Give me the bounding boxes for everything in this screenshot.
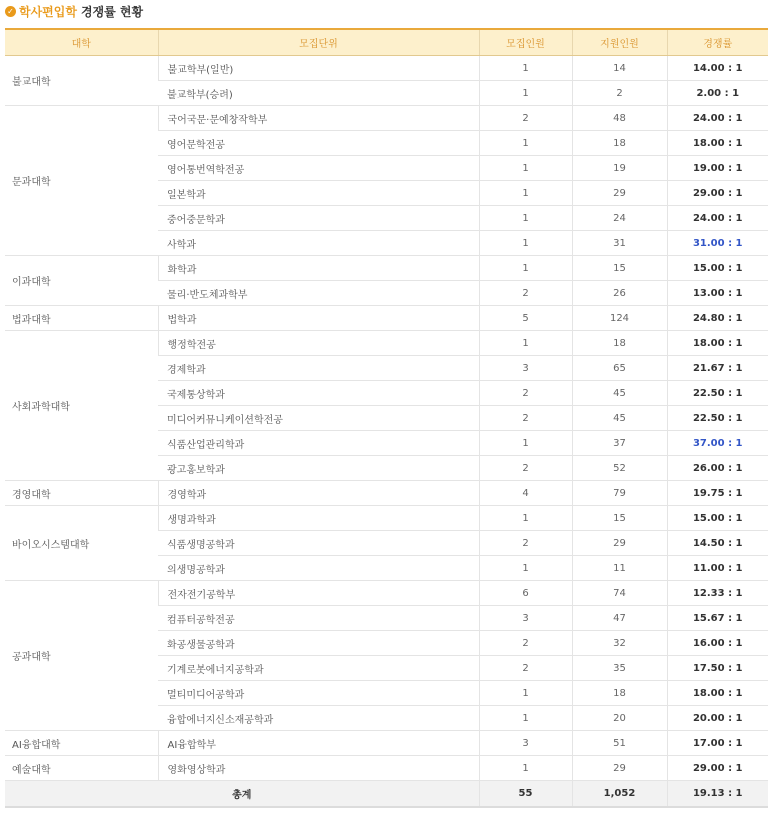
college-cell: 법과대학	[5, 306, 158, 331]
unit-cell: 경영학과	[158, 481, 479, 506]
unit-cell: 화공생물공학과	[158, 631, 479, 656]
quota-cell: 2	[479, 631, 572, 656]
college-cell: 이과대학	[5, 256, 158, 306]
unit-cell: 경제학과	[158, 356, 479, 381]
quota-cell: 1	[479, 131, 572, 156]
quota-cell: 3	[479, 731, 572, 756]
college-cell: 경영대학	[5, 481, 158, 506]
quota-cell: 1	[479, 706, 572, 731]
rate-cell: 24.00 : 1	[667, 106, 768, 131]
unit-cell: 기계로봇에너지공학과	[158, 656, 479, 681]
quota-cell: 1	[479, 756, 572, 781]
table-header-row	[5, 29, 768, 56]
quota-cell: 1	[479, 156, 572, 181]
applicants-cell: 26	[572, 281, 667, 306]
rate-cell: 15.67 : 1	[667, 606, 768, 631]
unit-cell: 미디어커뮤니케이션학전공	[158, 406, 479, 431]
applicants-cell: 79	[572, 481, 667, 506]
header-quota: 모집인원	[479, 29, 572, 56]
unit-cell: 영화영상학과	[158, 756, 479, 781]
rate-cell: 14.00 : 1	[667, 56, 768, 81]
quota-cell: 3	[479, 356, 572, 381]
rate-cell: 15.00 : 1	[667, 506, 768, 531]
college-cell: 공과대학	[5, 581, 158, 731]
rate-cell: 2.00 : 1	[667, 81, 768, 106]
total-applicants: 1,052	[572, 781, 667, 808]
rate-cell: 19.00 : 1	[667, 156, 768, 181]
rate-cell: 29.00 : 1	[667, 756, 768, 781]
section-title	[5, 3, 143, 19]
college-cell: AI융합대학	[5, 731, 158, 756]
total-quota: 55	[479, 781, 572, 808]
unit-cell: 국어국문·문예창작학부	[158, 106, 479, 131]
quota-cell: 1	[479, 231, 572, 256]
applicants-cell: 35	[572, 656, 667, 681]
quota-cell: 1	[479, 556, 572, 581]
applicants-cell: 15	[572, 256, 667, 281]
applicants-cell: 47	[572, 606, 667, 631]
unit-cell: 전자전기공학부	[158, 581, 479, 606]
quota-cell: 5	[479, 306, 572, 331]
applicants-cell: 18	[572, 331, 667, 356]
applicants-cell: 74	[572, 581, 667, 606]
rate-cell: 19.75 : 1	[667, 481, 768, 506]
unit-cell: 불교학부(승려)	[158, 81, 479, 106]
rate-cell: 14.50 : 1	[667, 531, 768, 556]
unit-cell: 국제통상학과	[158, 381, 479, 406]
table-row	[5, 106, 768, 131]
college-cell: 문과대학	[5, 106, 158, 256]
unit-cell: 컴퓨터공학전공	[158, 606, 479, 631]
applicants-cell: 24	[572, 206, 667, 231]
header-unit: 모집단위	[158, 29, 479, 56]
rate-cell: 21.67 : 1	[667, 356, 768, 381]
unit-cell: 불교학부(일반)	[158, 56, 479, 81]
applicants-cell: 124	[572, 306, 667, 331]
rate-cell: 24.80 : 1	[667, 306, 768, 331]
quota-cell: 2	[479, 106, 572, 131]
total-label: 총계	[5, 781, 479, 808]
rate-cell: 13.00 : 1	[667, 281, 768, 306]
quota-cell: 2	[479, 656, 572, 681]
rate-cell: 29.00 : 1	[667, 181, 768, 206]
quota-cell: 4	[479, 481, 572, 506]
section-title-highlight: 학사편입학	[19, 4, 77, 19]
table-body	[5, 56, 768, 781]
rate-cell: 11.00 : 1	[667, 556, 768, 581]
rate-cell: 16.00 : 1	[667, 631, 768, 656]
quota-cell: 2	[479, 381, 572, 406]
competition-rate-table	[5, 28, 768, 808]
applicants-cell: 19	[572, 156, 667, 181]
unit-cell: 식품생명공학과	[158, 531, 479, 556]
unit-cell: 영어통번역학전공	[158, 156, 479, 181]
applicants-cell: 37	[572, 431, 667, 456]
table-row	[5, 481, 768, 506]
applicants-cell: 31	[572, 231, 667, 256]
rate-cell: 20.00 : 1	[667, 706, 768, 731]
table-row	[5, 731, 768, 756]
total-rate: 19.13 : 1	[667, 781, 768, 808]
applicants-cell: 29	[572, 531, 667, 556]
applicants-cell: 11	[572, 556, 667, 581]
header-rate: 경쟁률	[667, 29, 768, 56]
quota-cell: 2	[479, 406, 572, 431]
unit-cell: 행정학전공	[158, 331, 479, 356]
rate-cell: 37.00 : 1	[667, 431, 768, 456]
applicants-cell: 52	[572, 456, 667, 481]
rate-cell: 22.50 : 1	[667, 381, 768, 406]
applicants-cell: 45	[572, 406, 667, 431]
quota-cell: 2	[479, 531, 572, 556]
unit-cell: 의생명공학과	[158, 556, 479, 581]
quota-cell: 1	[479, 256, 572, 281]
applicants-cell: 18	[572, 131, 667, 156]
table-row	[5, 581, 768, 606]
applicants-cell: 48	[572, 106, 667, 131]
applicants-cell: 14	[572, 56, 667, 81]
quota-cell: 1	[479, 506, 572, 531]
rate-cell: 31.00 : 1	[667, 231, 768, 256]
unit-cell: 일본학과	[158, 181, 479, 206]
rate-cell: 24.00 : 1	[667, 206, 768, 231]
college-cell: 불교대학	[5, 56, 158, 106]
college-cell: 바이오시스템대학	[5, 506, 158, 581]
table-row	[5, 306, 768, 331]
quota-cell: 1	[479, 431, 572, 456]
table-row	[5, 256, 768, 281]
quota-cell: 1	[479, 81, 572, 106]
rate-cell: 17.50 : 1	[667, 656, 768, 681]
college-cell: 사회과학대학	[5, 331, 158, 481]
applicants-cell: 18	[572, 681, 667, 706]
applicants-cell: 32	[572, 631, 667, 656]
applicants-cell: 15	[572, 506, 667, 531]
total-row	[5, 781, 768, 808]
unit-cell: 멀티미디어공학과	[158, 681, 479, 706]
unit-cell: 법학과	[158, 306, 479, 331]
check-circle-icon: ✓	[5, 6, 16, 17]
unit-cell: 화학과	[158, 256, 479, 281]
table-row	[5, 506, 768, 531]
rate-cell: 22.50 : 1	[667, 406, 768, 431]
applicants-cell: 45	[572, 381, 667, 406]
applicants-cell: 20	[572, 706, 667, 731]
applicants-cell: 29	[572, 181, 667, 206]
applicants-cell: 65	[572, 356, 667, 381]
unit-cell: 생명과학과	[158, 506, 479, 531]
rate-cell: 26.00 : 1	[667, 456, 768, 481]
table-row	[5, 756, 768, 781]
rate-cell: 18.00 : 1	[667, 131, 768, 156]
applicants-cell: 2	[572, 81, 667, 106]
quota-cell: 2	[479, 281, 572, 306]
quota-cell: 1	[479, 181, 572, 206]
unit-cell: AI융합학부	[158, 731, 479, 756]
quota-cell: 1	[479, 206, 572, 231]
quota-cell: 1	[479, 681, 572, 706]
section-title-text: 경쟁률 현황	[80, 4, 144, 19]
rate-cell: 15.00 : 1	[667, 256, 768, 281]
college-cell: 예술대학	[5, 756, 158, 781]
quota-cell: 6	[479, 581, 572, 606]
unit-cell: 중어중문학과	[158, 206, 479, 231]
applicants-cell: 51	[572, 731, 667, 756]
rate-cell: 18.00 : 1	[667, 681, 768, 706]
quota-cell: 2	[479, 456, 572, 481]
applicants-cell: 29	[572, 756, 667, 781]
unit-cell: 물리·반도체과학부	[158, 281, 479, 306]
table-row	[5, 56, 768, 81]
rate-cell: 18.00 : 1	[667, 331, 768, 356]
header-college: 대학	[5, 29, 158, 56]
unit-cell: 식품산업관리학과	[158, 431, 479, 456]
quota-cell: 3	[479, 606, 572, 631]
quota-cell: 1	[479, 331, 572, 356]
header-applicants: 지원인원	[572, 29, 667, 56]
rate-cell: 17.00 : 1	[667, 731, 768, 756]
unit-cell: 광고홍보학과	[158, 456, 479, 481]
unit-cell: 영어문학전공	[158, 131, 479, 156]
unit-cell: 사학과	[158, 231, 479, 256]
table-row	[5, 331, 768, 356]
rate-cell: 12.33 : 1	[667, 581, 768, 606]
quota-cell: 1	[479, 56, 572, 81]
unit-cell: 융합에너지신소재공학과	[158, 706, 479, 731]
